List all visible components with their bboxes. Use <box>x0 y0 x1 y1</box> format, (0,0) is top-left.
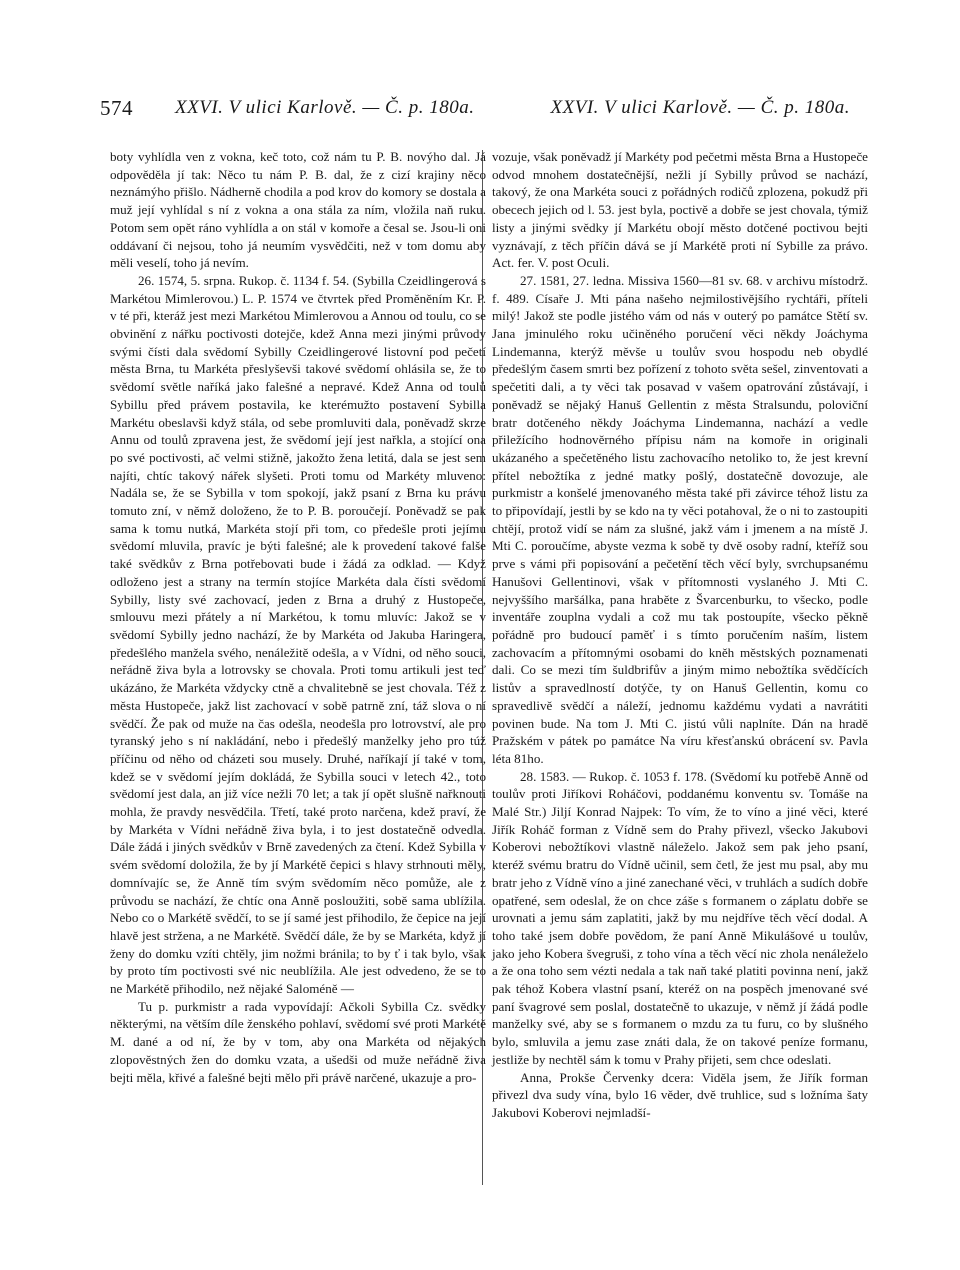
right-running-title: XXVI. V ulici Karlově. — Č. p. 180a. <box>550 97 850 118</box>
right-column <box>492 148 868 1122</box>
paragraph: boty vyhlídla ven z vokna, keč toto, což nám tu P. B. novýho dal. Já odpověděla jí tak: Něco tu nám P. B. dal, že z cizí krajiny něco neznámýho přišlo. Nádherně chodila a pod krov do komory se dostala a muž její vyhlídal s ní z vokna a ona stála za ním, vložila naň ruku. Potom sem opět ráno vyhlídla a on stál v komoře a česal se. Jsou-li oni oddávaní či nejsou, toho já neumím vysvědčiti, než v tom domu aby měli veselí, toho já nevím. <box>110 149 486 271</box>
running-header <box>100 96 850 126</box>
left-running-title: XXVI. V ulici Karlově. — Č. p. 180a. <box>175 97 475 118</box>
page-number: 574 <box>100 96 133 120</box>
paragraph: 26. 1574, 5. srpna. Rukop. č. 1134 f. 54. (Sybilla Czeidlingerová s Markétou Mimlerovou.) L. P. 1574 ve čtvrtek před Proměněním Kr. P. v té při, kteráž jest mezi Markétou Mimlerovou a Annou od toulu, co se obvinění z nářku poctivosti dotejče, kdež Anna mezi jinými průvody svými čísti dala svědomí Sybilly Czeidlingerové listovní pod pečetí města Brna, tu Markéta přeslyševši takové svědomí ohlásila se, že to svědomí světle naříká jako falešné a nepravé. Kdež Anna od toulů Sybillu před právem postavila, ke kterémužto postavení Sybilla Markétu obeslavši když stála, od sebe promluviti dala, poněvadž skrze Annu od toulů zpravena jest, že svědomí její jest nařkla, a stojící ona po své poctivosti, ač velmi stižně, jakožto žena letitá, dala se jest sem najíti, chtíc takový nářek slyšeti. Proti tomu od Markéty mluveno: Nadála se, že se Sybilla v tom spokojí, jakž psaní z Brna ku právu tomuto zní, v němž doloženo, že to P. B. poroučejí. Poněvadž se pak sama k tomu nutká, Markéta stojí při tom, co předešle proti jejímu svědomí mluvila, pravíc je býti falešné; ale k provedení takové falše také svědkův z Brna potřebovati bude i žádá za odklad. — Když odloženo jest a strany na termín stojíce Markéta dala čísti svědomí Sybilly, listy své zachovací, jeden z Brna a druhý z Hustopeče, smlouvu mezi přátely a ní Markétou, k tomu mluvíc: Jakož se v svědomí Sybilly jedno nachází, že by Markéta od Jakuba Haringera, předešlého manžela svého, nenáležitě odešla, a v Vídni, od něho souci, neřádně živa byla a lotrovsky se chovala. Proti tomu artikuli jest teď ukázáno, že Markéta vždycky ctně a chvalitebně se jest chovala. Též z města Hustopeče, jakž list zachovací v sobě patrně zní, táž slova o ní svědčí. Že pak od muže na čas odešla, neodešla pro lotrovství, ale pro tyranský jeho s ní nakládání, nebo i předešlý manželky jeho pro túž příčinu od něho od cházeti sou musely. Druhé, naříkají jí také v tom, kdež se v svědomí jejím dokládá, že Sybilla souci v letech 42., toto svědomí jest dala, an již více nežli 70 let; a tak jí opět slušně nařknouti mohla, že pravdy nesvědčila. Třetí, také proto narčena, kdež praví, že by Markéta v Vídni neřádně živa byla, i to jest dostatečně odvedla. Dále žádá i jiných svědkův v Brně zavedených za čtení. Kdež Sybilla v svém svědomí doložila, že by jí Markétě čepici s hlavy strhnouti měly, domnívajíc se, že Anně tím svým svědomím něco pomůže, ale z průvodu se nachází, že chtíc ona Anně posloužiti, sobě sama ublížila. Nebo co o Markétě svědčí, to se jí samé jest přihodilo, že čepice na její hlavě jest stržena, a ne Markétě. Svědčí dále, že by se Markéta, když jí ženy do domku vzíti chtěly, jim nožmi bránila; to by ť i tak bylo, však by proto tím poctivosti své nic neublížila. Ale jest odvedeno, že se to ne Markétě přihodilo, než nějaké Saloméně — <box>110 272 486 997</box>
paragraph: vozuje, však poněvadž jí Markéty pod pečetmi města Brna a Hustopeče odvod mnohem dostatečnější, nežli jí Sybilly průvod se nachází, takový, že ona Markéta souci z pořádných rodičů zplozena, pokudž při obecech jejich od l. 53. jest byla, poctivě a dobře se jest chovala, týmiž listy a jinými svědky jí Markétu obojí město dotčené poctivou bejti vyznávají, z těch příčin dává se jí Markétě proti ní Sybille za právo. Act. fer. V. post Oculi. <box>492 149 868 271</box>
paragraph: 27. 1581, 27. ledna. Missiva 1560—81 sv. 68. v archivu místodrž. f. 489. Císaře J. Mti pána našeho nejmilostivějšího rychtáři, příteli milý! Jakož ste podle jistého vám od nás v outerý po památce Stětí sv. Jana jminulého roku učiněného poručení věci někdy Joáchyma Lindemanna, kterýž měvše u toulův svou hospodu neb obydlé předešlým časem smrti bez pořízení z tohoto světa sešel, zinventovati a spečetiti dali, a ty věci tak posavad v vašem opatrování zůstávají, i poněvadž se nějaký Hanuš Gellentin z města Stralsundu, poloviční bratr dotčeného někdy Joáchyma Lindemanna, nachází a vedle přiležícího hodnověrného přípisu nám na komoře in originali ukázaného a spečetěného listu zachovacího netoliko to, že jest krevní přítel nebožtíka z jedné matky pošlý, dostatečně dovozuje, ale purkmistr a konšelé jmenovaného města také při závirce téhož listu za to připovídají, jestli by se kdo na ty věci potahoval, že o ni to zastoupiti chtějí, protož vidí se nám za slušné, jakž vám i jmenem a na místě J. Mti C. poroučíme, abyste vezma k sobě ty dvě osoby radní, kteříž sou prve s vámi při popisování a pečetění těch věcí byly, svrchupsanému Hanušovi Gellentinovi, však v přítomnosti vyslaného J. Mti C. nejvyššího maršálka, pana hraběte z Švarcenburku, to všecko, podle inventáře zouplna vydali a což mu tak postoupíte, všecko pěkně pořádně pro budoucí paměť i s tímto poručením naším, listem zachovacím a přítomnými osobami do kněh městských poznamenati dali. Co se mezi tím šuldbrifův a jiným mimo nebožtíka svědčících listův a spravedlností dotýče, ty on Hanuš Gellentin, komu co spravedlivě svědčí a náleží, jednomu každému vydati a navrátiti povinen bude. Na tom J. Mti C. jistú vůli naplníte. Dán na hradě Pražském v pátek po památce Na víru křesťanskú obrácení sv. Pavla léta 81ho. <box>492 272 868 766</box>
paragraph: Anna, Prokše Červenky dcera: Viděla jsem, že Jiřík forman přivezl dva sudy vína, bylo 16 věder, dvě truhlice, sud s ložníma šaty Jakubovi Koberovi nejmladší- <box>492 1069 868 1120</box>
paragraph: 28. 1583. — Rukop. č. 1053 f. 178. (Svědomí ku potřebě Anně od toulův proti Jiříkovi Roháčovi, poddanému konventu sv. Tomáše na Malé Str.) Jiljí Konrad Najpek: To vím, že to víno a jiné věci, které Jiřík Roháč forman z Vídně sem do Prahy přivezl, všecko Jakubovi Koberovi nebožtíkovi vlastně náleželo. Jakož sem pak jeho psaní, kteréž svému bratru do Vídně učinil, sem četl, že jest mu psal, aby mu bratr jeho z Vídně víno a jiné zanechané věci, v truhlách a sudích dobře opatřené, sem odeslal, že on chce záše s formanem o záplatu dobře se urovnati a jemu sám zaplatiti, jakž by mu nejdříve těch věcí dodal. A toho také jsem dobře povědom, že paní Anně Mikulášové u toulův, jako jeho Kobera švegruši, z toho vína a těch věcí nic zhola nenáleželo a že ona toho sem vézti nedala a tak naň také platiti povinna není, jakž pak téhož Kobera vlastní psaní, kteréž on na pospěch jmenované své paní švagrové sem poslal, dostatečně to ukazuje, v němž jí žádá podle manželky své, aby se s formanem o mzdu za tu furu, co by slušného bylo, smluvila a jemu zase znáti dala, že on takové peníze formanu, jestliže by nechtěl sám k tomu v Prahy přijeti, sem chce odeslati. <box>492 768 868 1067</box>
left-column <box>110 148 486 1086</box>
paragraph: Tu p. purkmistr a rada vypovídají: Ačkoli Sybilla Cz. svědky některými, na větším díle ženského pohlaví, svědomí své proti Markétě M. dané a od ní, že by v tom, aby ona Markéta od nějakých zlopověstných žen do domku vzata, a ušedši od muže neřádně živa bejti měla, křivé a falešné bejti mělo při právě narčené, ukazuje a pro- <box>110 998 486 1085</box>
